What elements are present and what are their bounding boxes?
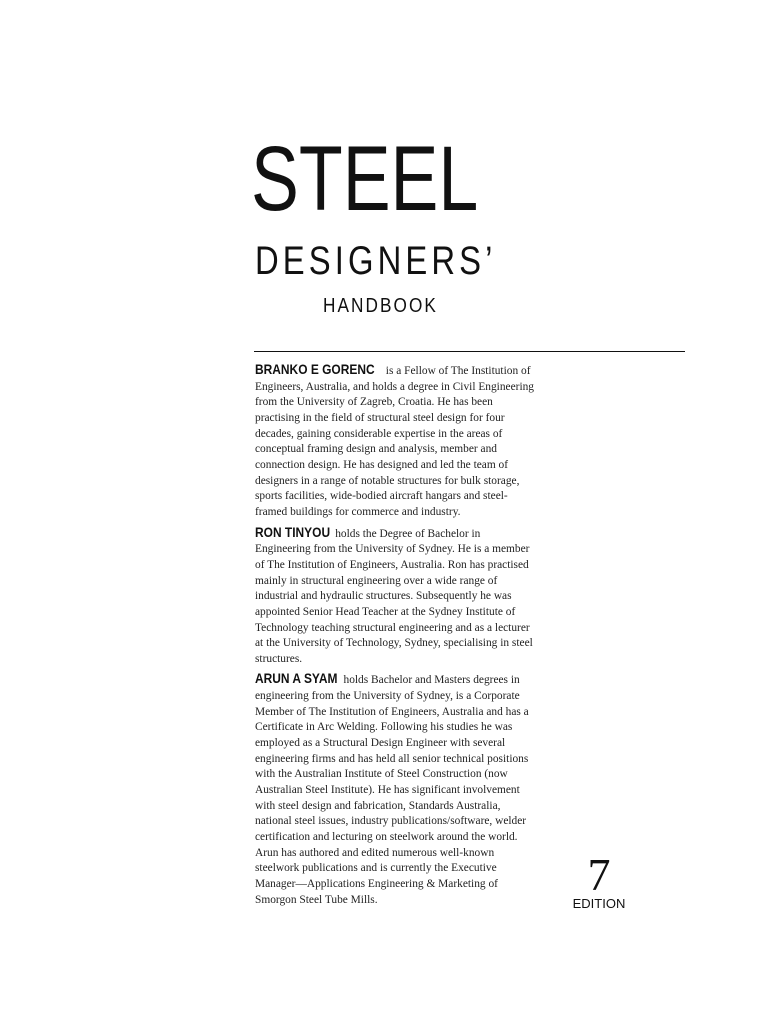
author-name: BRANKO E GORENC bbox=[255, 362, 375, 377]
edition-label: EDITION bbox=[572, 896, 626, 911]
author-bio-gorenc bbox=[255, 362, 536, 521]
title-line-designers: DESIGNERS’ bbox=[255, 239, 497, 283]
horizontal-rule bbox=[254, 351, 685, 352]
title-line-handbook: HANDBOOK bbox=[323, 295, 438, 317]
author-bio-text: holds Bachelor and Masters degrees in engineering from the University of Sydney, is a Corporate Member of The Institution of Engineers, Australia and has a Certificate in Arc Welding. Following his studies he was employed as a Structural Design Engineer with several engineering firms and has held all senior technical positions with the Australian Institute of Steel Construction (now Australian Steel Institute). He has significant involvement with steel design and fabrication, Standards Australia, national steel issues, industry publications/software, welder certification and lecturing on steelwork around the world. Arun has authored and edited numerous well-known steelwork publications and is currently the Executive Manager—Applications Engineering & Marketing of Smorgon Steel Tube Mills. bbox=[255, 674, 529, 906]
title-line-steel: STEEL bbox=[251, 128, 479, 230]
author-bio-text: is a Fellow of The Institution of Engineers, Australia, and holds a degree in Civil Engineering from the University of Zagreb, Croatia. He has been practising in the field of structural steel design for four decades, gaining considerable expertise in the areas of conceptual framing design and analysis, member and connection design. He has designed and led the team of designers in a range of notable structures for bulk storage, sports facilities, wide-bodied aircraft hangars and steel-framed buildings for commerce and industry. bbox=[255, 365, 534, 518]
author-bio-tinyou bbox=[255, 525, 536, 668]
edition-number: 7 bbox=[587, 849, 611, 900]
author-name: ARUN A SYAM bbox=[255, 671, 338, 687]
author-bio-text: holds the Degree of Bachelor in Engineering from the University of Sydney. He is a member of The Institution of Engineers, Australia. Ron has practised mainly in structural engineering over a wide range of industrial and hydraulic structures. Subsequently he was appointed Senior Head Teacher at the Sydney Institute of Technology teaching structural engineering and as a lecturer at the University of Technology, Sydney, specialising in steel structures. bbox=[255, 527, 533, 665]
author-name: RON TINYOU bbox=[255, 524, 331, 540]
author-bio-syam bbox=[255, 671, 536, 908]
author-bios bbox=[255, 362, 536, 912]
